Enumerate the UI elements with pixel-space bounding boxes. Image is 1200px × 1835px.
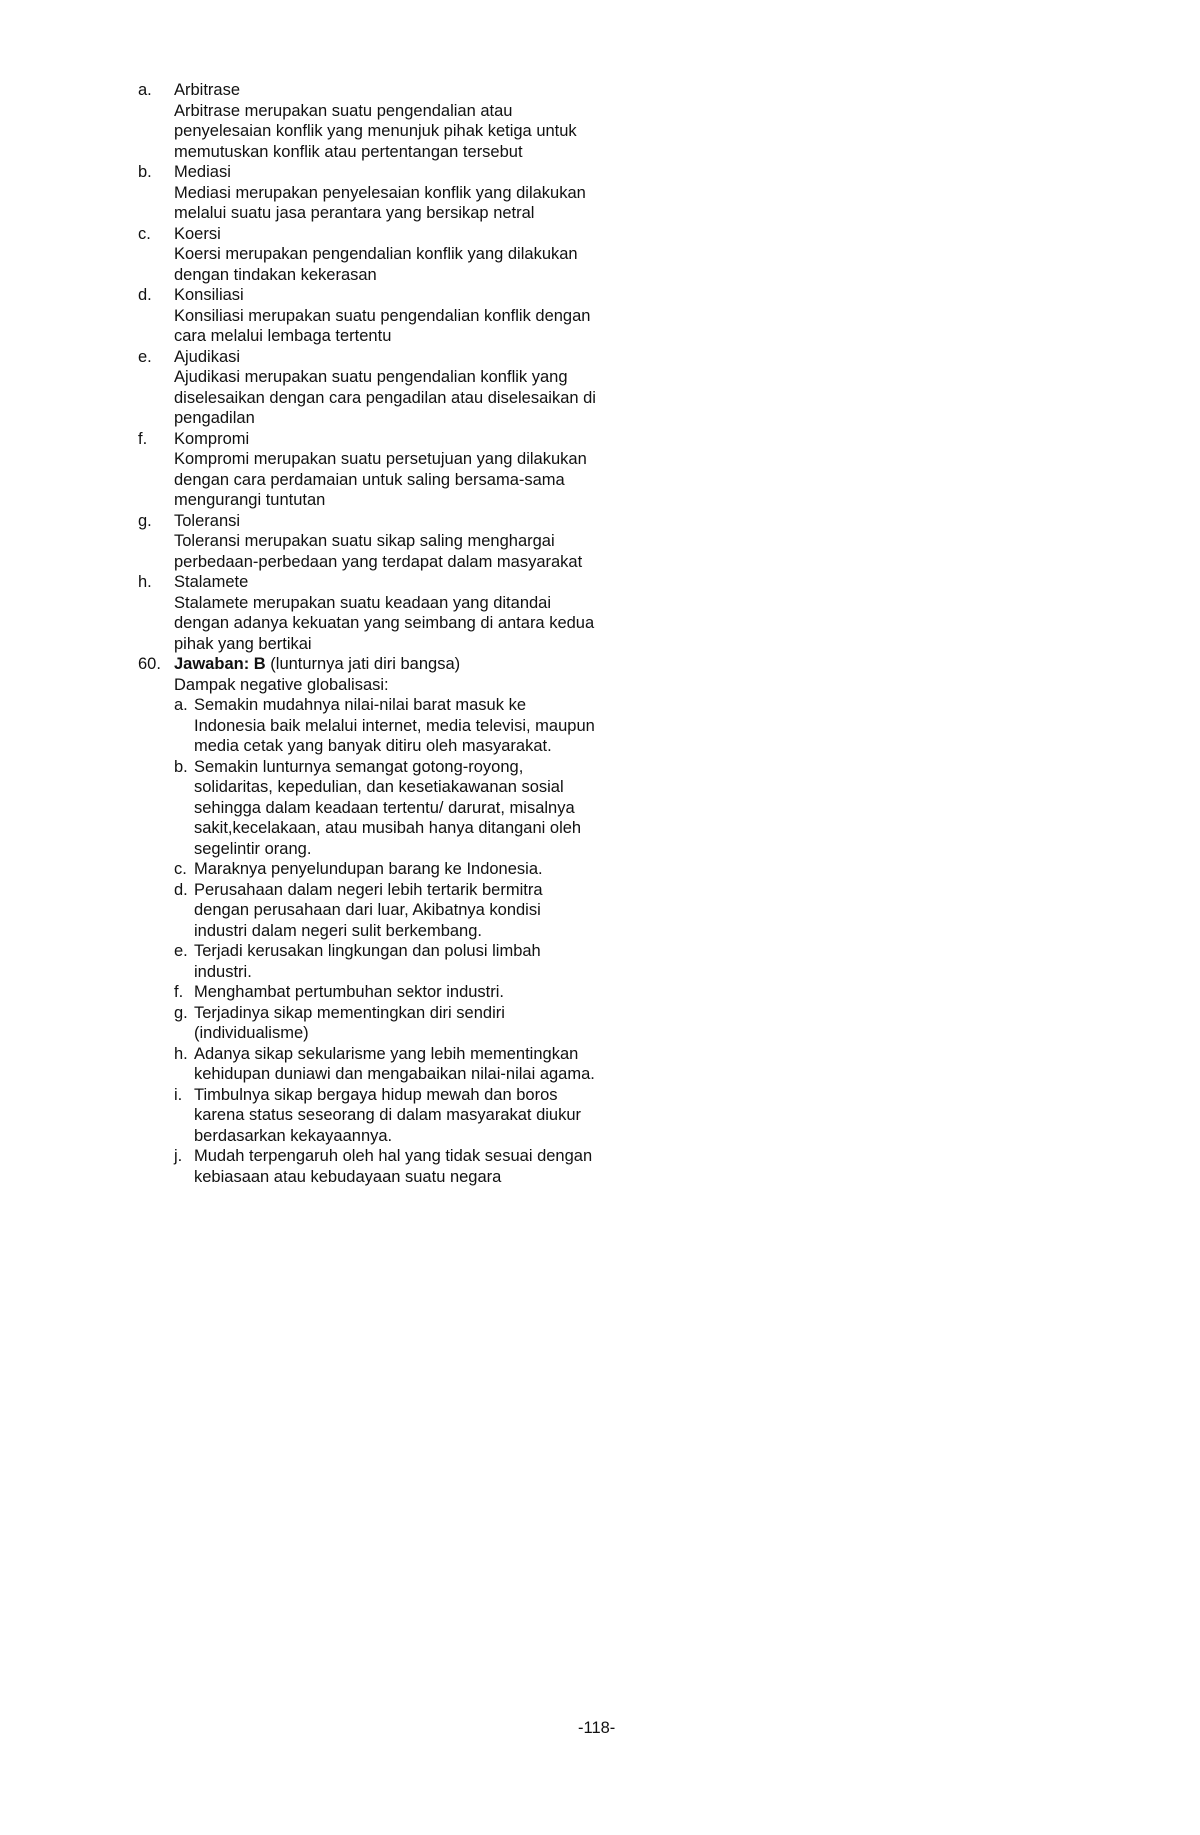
list-item-text: Perusahaan dalam negeri lebih tertarik bermitra dengan perusahaan dari luar, Akibatnya kondisi industri dalam negeri sulit berkembang. [194,880,543,940]
term-title: Ajudikasi [174,347,241,366]
list-item-text: Maraknya penyelundupan barang ke Indonesia. [194,860,543,878]
list-item-text: Mudah terpengaruh oleh hal yang tidak sesuai dengan kebiasaan atau kebudayaan suatu negara [194,1147,593,1186]
term-item-mediasi [138,162,598,224]
list-marker: b. [174,757,188,776]
list-marker: d. [138,286,152,304]
term-item-toleransi [138,511,598,573]
list-item [174,695,598,757]
list-marker: d. [174,880,188,899]
term-title: Konsiliasi [174,286,244,304]
term-description: Konsiliasi merupakan suatu pengendalian konflik dengan cara melalui lembaga tertentu [174,306,591,345]
term-item-arbitrase [138,80,598,162]
question-60 [138,654,598,1187]
list-item [174,1146,598,1187]
list-marker: f. [174,983,184,1001]
list-item-text: Terjadi kerusakan lingkungan dan polusi limbah industri. [194,942,541,981]
list-item-text: Menghambat pertumbuhan sektor industri. [194,983,505,1001]
term-description: Kompromi merupakan suatu persetujuan yang dilakukan dengan cara perdamaian untuk saling bersama-sama mengurangi tuntutan [174,450,587,509]
list-item [174,1003,598,1044]
list-item-text: Semakin mudahnya nilai-nilai barat masuk ke Indonesia baik melalui internet, media televisi, maupun media cetak yang banyak ditiru oleh masyarakat. [194,696,595,755]
list-marker: i. [174,1085,183,1104]
list-item-text: Terjadinya sikap mementingkan diri sendiri (individualisme) [194,1003,505,1042]
answer-label: Jawaban: B [174,655,266,673]
term-title: Koersi [174,224,221,243]
list-marker: g. [174,1003,188,1022]
list-marker: h. [138,573,152,591]
answer-text: (lunturnya jati diri bangsa) [265,655,461,673]
term-description: Ajudikasi merupakan suatu pengendalian konflik yang diselesaikan dengan cara pengadilan atau diselesaikan di pengadilan [174,368,596,427]
term-item-koersi [138,224,598,286]
list-item [174,941,598,982]
page-number: -118- [578,1719,616,1737]
answer-line [174,654,598,675]
term-item-konsiliasi [138,285,598,347]
term-title: Mediasi [174,163,231,181]
list-marker: b. [138,163,152,181]
list-marker: j. [174,1147,183,1165]
list-item [174,880,598,942]
list-marker: e. [138,347,152,366]
answer-intro: Dampak negative globalisasi: [174,675,389,694]
list-item [174,757,598,860]
list-marker: g. [138,511,152,530]
list-item [174,1085,598,1147]
term-description: Toleransi merupakan suatu sikap saling menghargai perbedaan-perbedaan yang terdapat dalam masyarakat [174,532,583,571]
term-title: Kompromi [174,429,250,448]
list-marker: h. [174,1044,188,1063]
list-marker: c. [174,860,187,878]
term-description: Stalamete merupakan suatu keadaan yang ditandai dengan adanya kekuatan yang seimbang di antara kedua pihak yang bertikai [174,593,595,653]
page-content [138,80,598,1187]
list-item [174,982,598,1003]
list-item-text: Adanya sikap sekularisme yang lebih mementingkan kehidupan duniawi dan mengabaikan nilai-nilai agama. [194,1044,595,1083]
list-item [174,1044,598,1085]
list-item-text: Timbulnya sikap bergaya hidup mewah dan boros karena status seseorang di dalam masyarakat diukur berdasarkan kekayaannya. [194,1085,582,1145]
list-marker: a. [138,81,152,99]
term-title: Stalamete [174,573,249,591]
list-marker: a. [174,696,188,714]
term-description: Koersi merupakan pengendalian konflik yang dilakukan dengan tindakan kekerasan [174,245,578,284]
term-description: Mediasi merupakan penyelesaian konflik yang dilakukan melalui suatu jasa perantara yang bersikap netral [174,183,586,222]
list-item-text: Semakin lunturnya semangat gotong-royong, solidaritas, kepedulian, dan kesetiakawanan sosial sehingga dalam keadaan tertentu/ darurat, misalnya sakit,kecelakaan, atau musibah hanya ditangani oleh segelintir orang. [194,757,582,858]
list-marker: e. [174,942,188,960]
term-title: Arbitrase [174,81,241,99]
list-marker: f. [138,429,148,448]
list-item [174,859,598,880]
term-item-ajudikasi [138,347,598,429]
question-number: 60. [138,655,161,673]
term-item-kompromi [138,429,598,511]
term-item-stalamete [138,572,598,654]
term-description: Arbitrase merupakan suatu pengendalian atau penyelesaian konflik yang menunjuk pihak ketiga untuk memutuskan konflik atau pertentangan tersebut [174,101,577,161]
term-title: Toleransi [174,511,241,530]
list-marker: c. [138,224,151,243]
